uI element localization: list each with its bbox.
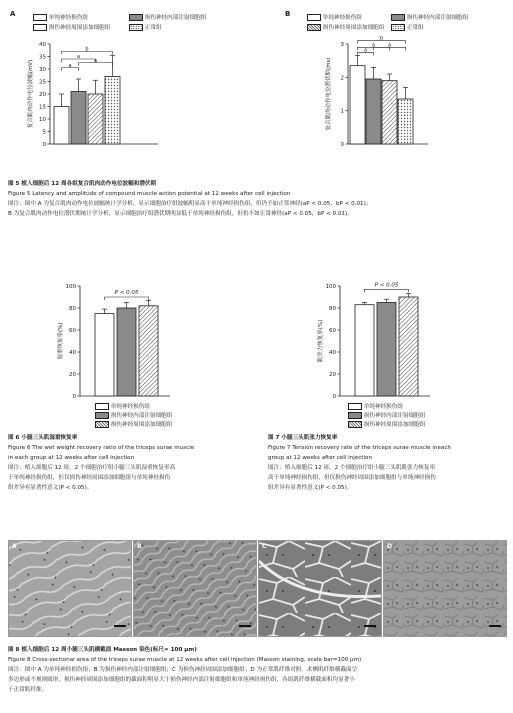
micrograph-a [8,540,132,637]
legend-label: 单纯神经损伤组 [322,15,362,21]
y-tick-label: 100 [325,284,336,290]
fig8-note-1: 图注：图中 A 为单纯神经损伤组；B 为损伤神经内部注射细胞组；C 为损伤神经周围添加细胞组；D 为正常肌纤维对照。术侧肌纤维横截面呈 [8,667,358,673]
legend-item-peri [95,421,172,430]
fig8-caption-en: Figure 8 Cross-sectional area of the triceps surae muscle at 12 weeks after cell injection (Masson staining, scale bar=100 μm) [8,657,362,663]
legend-item-peri [307,23,384,31]
significance-label: a [371,42,376,49]
y-tick-label: 100 [65,284,76,290]
y-tick-label: 20 [39,92,46,98]
significance-label: a [76,54,81,60]
legend-item-endo [391,13,468,21]
y-tick-label: 40 [329,350,336,356]
legend-item-endo [129,13,206,21]
y-tick-label: 20 [329,372,336,378]
micrograph-b [133,540,257,637]
legend-label: 损伤神经周围添加细胞组 [363,422,426,428]
legend-label: 损伤神经内部注射细胞组 [406,15,469,21]
fig6-caption-en-1: Figure 6 The wet weight recovery ratio of the triceps surae muscle [8,445,195,451]
bar [366,79,381,144]
bar [399,297,418,396]
fig6-note-3: 组差异有显著性意义(P < 0.05)。 [8,485,93,491]
y-tick-label: 30 [39,67,46,73]
y-tick-label: 20 [69,372,76,378]
significance-bracket [105,297,149,300]
micrograph-d [383,540,507,637]
y-tick-label: 40 [39,42,46,48]
fig6-caption-cn: 图 6 小腿三头肌湿重恢复率 [8,435,78,441]
legend-item-simple [348,403,425,412]
y-axis-label: 复合肌肉动作电位潜伏期(ms) [326,57,332,131]
panel-label: D [387,543,392,550]
fig6-note-1: 图注：植入细胞后 12 周，2 个细胞治疗组小腿三头肌湿重恢复率高 [8,465,176,471]
bar [117,308,136,396]
fig6-caption-en-2: in each group at 12 weeks after cell injection [8,455,135,461]
y-tick-label: 5 [42,129,46,136]
bar [139,306,158,396]
fig5-caption-cn: 图 5 植入细胞后 12 周各组复合肌肉动作电位波幅和潜伏期 [8,181,157,187]
y-axis-label: 肌张力恢复率(%) [318,319,324,363]
legend-label: 正常组 [144,25,162,31]
fig7-chart [300,250,450,400]
bar [350,66,365,144]
fig8-note-2: 多边形或不规则圆形，损伤神经周围添加细胞组的截面积明显大于损伤神经内部注射细胞组和单纯神经损伤组，各组肌纤维横截面积均显著小 [8,677,355,683]
legend-item-peri [348,421,425,430]
bar [382,81,397,144]
fig6-chart [40,250,190,400]
y-tick-label: 2 [340,75,344,82]
fig5-panel-a-label: A [10,10,16,18]
fig5b-chart [310,36,460,176]
legend-item-peri [33,23,110,31]
significance-label: b [85,46,89,53]
legend-label: 单纯神经损伤组 [48,15,88,21]
legend-label: 损伤神经周围添加细胞组 [110,422,173,428]
legend-item-normal [391,23,424,31]
y-tick-label: 0 [42,142,46,148]
fig8-caption-cn: 图 8 植入细胞后 12 周小腿三头肌横截面 Masson 染色(标尺= 100 μm) [8,647,197,653]
p-value-label: P < 0.05 [374,282,399,289]
legend-label: 损伤神经内部注射细胞组 [110,413,173,419]
fig5-note-2: B 为复合肌肉动作电位潜伏期统计学分析，显示细胞治疗组潜伏期明显低于单纯神经损伤组，但仍不如正常神经(aP < 0.05，bP < 0.01)。 [8,211,353,217]
y-tick-label: 40 [69,350,76,356]
y-tick-label: 0 [340,142,344,148]
significance-bracket [365,289,409,292]
y-axis-label: 湿重恢复率(%) [58,322,64,360]
y-tick-label: 15 [39,104,46,111]
legend-item-normal [129,23,162,31]
fig7-caption-en-2: group at 12 weeks after cell injection [268,455,373,461]
fig7-note-1: 图注：植入细胞后 12 周，2 个细胞治疗组小腿三头肌肌张力恢复率 [268,465,436,471]
y-tick-label: 0 [332,394,336,400]
panel-label: A [12,543,17,550]
significance-label: a [363,47,368,54]
bar [105,77,120,145]
legend-item-simple [33,13,88,21]
y-tick-label: 25 [39,79,46,86]
legend-label: 损伤神经周围添加细胞组 [322,25,385,31]
legend-item-endo [348,412,425,421]
bar [95,314,114,397]
legend-label: 损伤神经内部注射细胞组 [144,15,207,21]
legend-item-simple [307,13,362,21]
fig6-note-2: 于单纯神经损伤组，但仅损伤神经周围添加细胞组与单纯神经损伤 [8,475,171,481]
legend-label: 单纯神经损伤组 [363,404,403,410]
fig7-legend [348,403,425,430]
panel-label: B [137,543,142,550]
legend-label: 正常组 [406,25,424,31]
fig7-note-2: 高于单纯神经损伤组，但仅损伤神经周围添加细胞组与单纯神经损伤 [268,475,436,481]
fig5a-chart [8,36,158,176]
y-tick-label: 1 [340,108,344,115]
significance-label: a [93,57,98,64]
significance-label: a [387,42,392,49]
fig5b-legend [307,13,507,37]
y-tick-label: 80 [69,306,76,312]
y-tick-label: 60 [329,328,336,334]
fig8-note-3: 于正常肌纤维。 [8,687,48,693]
fig5-panel-b-label: B [285,10,291,18]
fig5a-legend [33,13,273,37]
fig5-note-1: 图注：图中 A 为复合肌肉动作电位波幅统计学分析，显示细胞治疗组波幅明显高于单纯神经损伤组，但仍不如正常神经(aP < 0.05，bP < 0.01)； [8,201,372,207]
significance-label: a [68,62,72,69]
legend-item-endo [95,412,172,421]
micrograph-c [258,540,382,637]
legend-label: 损伤神经周围添加细胞组 [48,25,111,31]
fig7-note-3: 组差异有显著性意义(P < 0.05)。 [268,485,353,491]
y-tick-label: 60 [69,328,76,334]
y-tick-label: 10 [39,117,46,123]
legend-label: 损伤神经内部注射细胞组 [363,413,426,419]
legend-item-simple [95,403,172,412]
fig7-caption-cn: 图 7 小腿三头肌张力恢复率 [268,435,338,441]
bar [71,92,86,145]
y-tick-label: 80 [329,306,336,312]
bar [355,305,374,396]
y-axis-label: 复合肌肉动作电位波幅(mV) [28,59,34,129]
bar [54,107,69,145]
y-tick-label: 0 [72,394,76,400]
panel-label: C [262,543,267,550]
fig6-legend [95,403,172,430]
y-tick-label: 35 [39,54,46,61]
legend-label: 单纯神经损伤组 [110,404,150,410]
bar [377,303,396,397]
bar [398,99,413,144]
fig7-caption-en-1: Figure 7 Tension recovery rate of the triceps surae muscle ineach [268,445,451,451]
fig5-caption-en: Figure 5 Latency and amplitude of compound muscle action potential at 12 weeks after cell injection [8,191,291,197]
p-value-label: P < 0.05 [114,290,139,296]
bar [88,94,103,144]
y-tick-label: 3 [340,42,344,48]
significance-label: b [379,36,384,42]
